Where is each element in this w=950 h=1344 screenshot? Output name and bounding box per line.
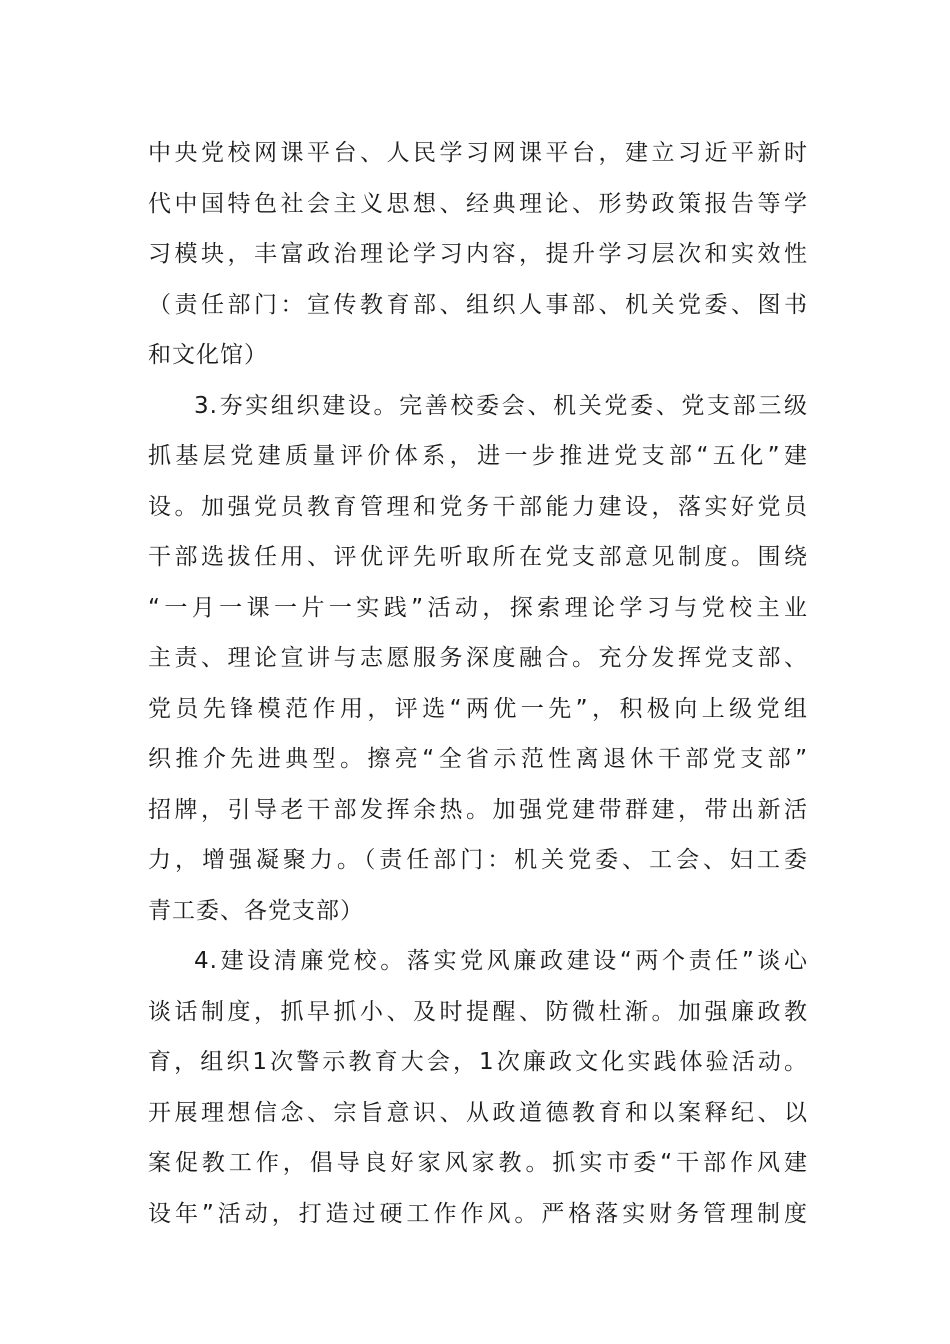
document-body — [148, 128, 808, 1239]
text-line: 谈话制度，抓早抓小、及时提醒、防微杜渐。加强廉政教 — [148, 998, 808, 1025]
text-line: 设。加强党员教育管理和党务干部能力建设，落实好党员 — [148, 493, 808, 520]
text-line: 党员先锋模范作用，评选“两优一先”，积极向上级党组 — [148, 695, 808, 722]
text-line: 和文化馆） — [148, 342, 268, 368]
text-line: 代中国特色社会主义思想、经典理论、形势政策报告等学 — [148, 190, 808, 217]
text-line: 案促教工作，倡导良好家风家教。抓实市委“干部作风建 — [148, 1150, 808, 1176]
text-line: 育，组织1次警示教育大会，1次廉政文化实践体验活动。 — [148, 1049, 808, 1075]
text-line: 设年”活动，打造过硬工作作风。严格落实财务管理制度 — [148, 1200, 808, 1227]
text-line: 开展理想信念、宗旨意识、从政道德教育和以案释纪、以 — [148, 1099, 808, 1126]
text-line: 青工委、各党支部） — [148, 897, 364, 924]
text-line: 干部选拔任用、评优评先听取所在党支部意见制度。围绕 — [148, 544, 808, 570]
text-line: 力，增强凝聚力。（责任部门：机关党委、工会、妇工委 — [148, 847, 808, 873]
section-heading-line: 3.夯实组织建设。完善校委会、机关党委、党支部三级 — [194, 392, 808, 419]
text-line: （责任部门：宣传教育部、组织人事部、机关党委、图书 — [148, 291, 808, 318]
text-line: 织推介先进典型。擦亮“全省示范性离退休干部党支部” — [148, 746, 808, 772]
text-line: 主责、理论宣讲与志愿服务深度融合。充分发挥党支部、 — [148, 645, 808, 671]
text-line: “一月一课一片一实践”活动，探索理论学习与党校主业 — [148, 594, 808, 621]
section-heading-line: 4.建设清廉党校。落实党风廉政建设“两个责任”谈心 — [194, 948, 808, 974]
text-line: 招牌，引导老干部发挥余热。加强党建带群建，带出新活 — [148, 796, 808, 823]
text-line: 中央党校网课平台、人民学习网课平台，建立习近平新时 — [148, 140, 808, 166]
text-line: 抓基层党建质量评价体系，进一步推进党支部“五化”建 — [148, 443, 808, 469]
text-line: 习模块，丰富政治理论学习内容，提升学习层次和实效性 — [148, 241, 808, 267]
